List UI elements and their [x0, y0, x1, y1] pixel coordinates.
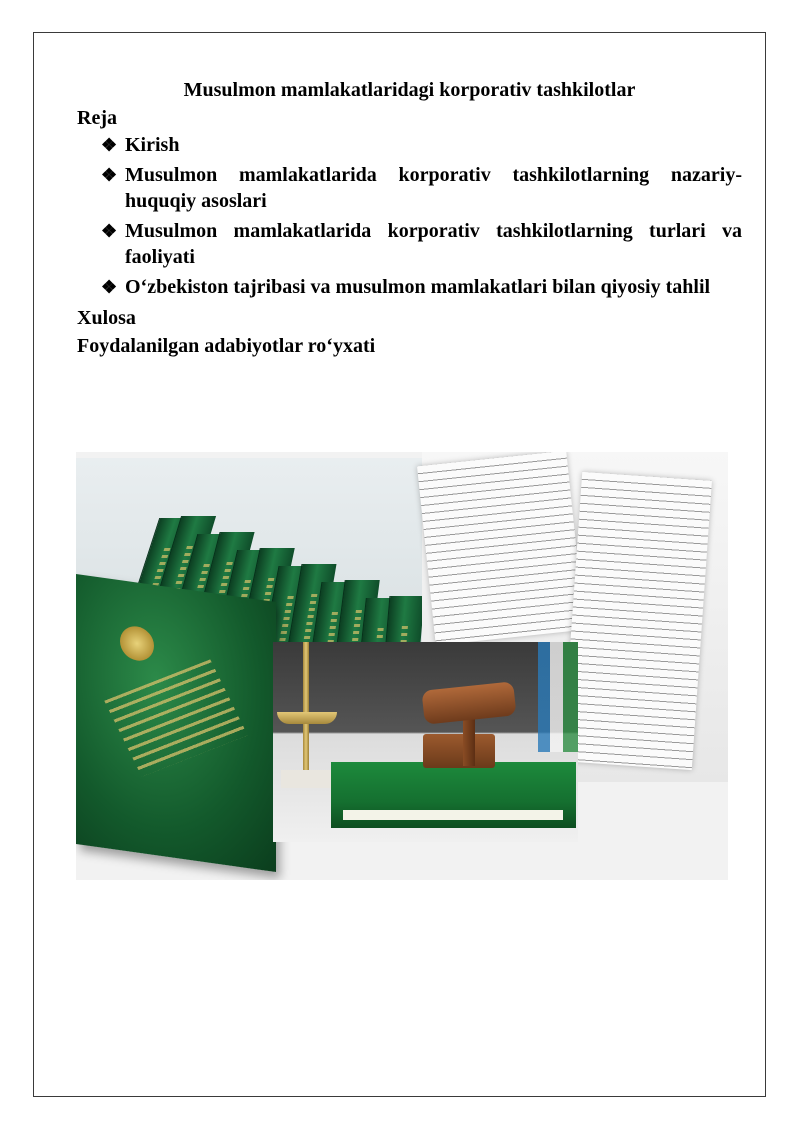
plan-item-text: Musulmon mamlakatlarida korporativ tashkilotlarning nazariy-huquqiy asoslari	[125, 164, 742, 212]
plan-item-text: O‘zbekiston tajribasi va musulmon mamlakatlari bilan qiyosiy tahlil	[125, 276, 711, 298]
plan-heading: Reja	[77, 107, 117, 129]
plan-item	[101, 132, 742, 158]
emblem-icon	[120, 624, 154, 663]
document-title: Musulmon mamlakatlaridagi korporativ tashkilotlar	[183, 79, 636, 101]
plan-list	[77, 132, 742, 300]
conclusion-heading: Xulosa	[77, 307, 136, 329]
gavel-icon	[273, 642, 578, 842]
plan-item	[101, 162, 742, 214]
plan-item-text: Musulmon mamlakatlarida korporativ tashkilotlarning turlari va faoliyati	[125, 220, 742, 268]
diamond-bullet-icon: ❖	[101, 165, 118, 185]
diamond-bullet-icon: ❖	[101, 277, 118, 297]
law-collage-image	[76, 452, 728, 880]
references-heading: Foydalanilgan adabiyotlar ro‘yxati	[77, 335, 376, 357]
diamond-bullet-icon: ❖	[101, 135, 118, 155]
plan-item	[101, 218, 742, 270]
document-body	[77, 76, 742, 360]
flag-icon	[538, 642, 578, 752]
plan-item-text: Kirish	[125, 134, 180, 156]
green-law-book-icon	[76, 574, 276, 872]
plan-item	[101, 274, 742, 300]
scales-icon	[303, 642, 309, 772]
diamond-bullet-icon: ❖	[101, 221, 118, 241]
